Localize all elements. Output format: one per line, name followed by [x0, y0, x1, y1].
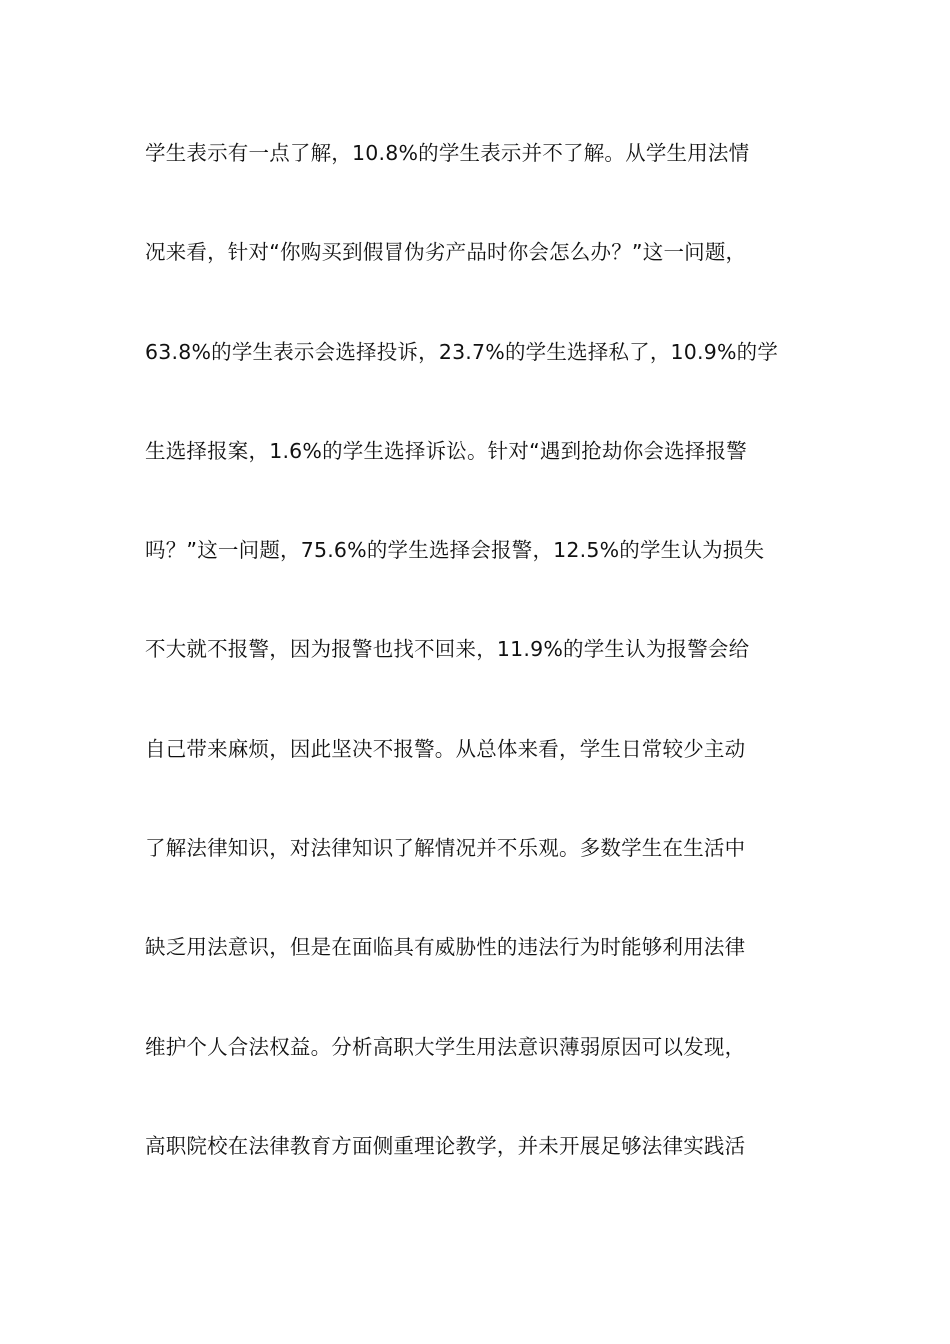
text-line: 缺乏用法意识，但是在面临具有威胁性的违法行为时能够利用法律: [145, 935, 746, 960]
text-line: 况来看，针对“你购买到假冒伪劣产品时你会怎么办？”这一问题，: [145, 240, 747, 265]
text-line: 了解法律知识，对法律知识了解情况并不乐观。多数学生在生活中: [145, 836, 746, 861]
text-line: 不大就不报警，因为报警也找不回来，11.9%的学生认为报警会给: [145, 637, 750, 662]
text-line: 维护个人合法权益。分析高职大学生用法意识薄弱原因可以发现，: [145, 1034, 746, 1059]
text-line: 自己带来麻烦，因此坚决不报警。从总体来看，学生日常较少主动: [145, 736, 746, 761]
text-line: 63.8%的学生表示会选择投诉，23.7%的学生选择私了，10.9%的学: [145, 339, 779, 364]
text-line: 吗？”这一问题，75.6%的学生选择会报警，12.5%的学生认为损失: [145, 538, 765, 563]
text-line: 生选择报案，1.6%的学生选择诉讼。针对“遇到抢劫你会选择报警: [145, 438, 747, 463]
text-line: 学生表示有一点了解，10.8%的学生表示并不了解。从学生用法情: [145, 141, 750, 165]
body-text: [145, 131, 825, 1223]
text-line: 高职院校在法律教育方面侧重理论教学，并未开展足够法律实践活: [145, 1133, 746, 1158]
